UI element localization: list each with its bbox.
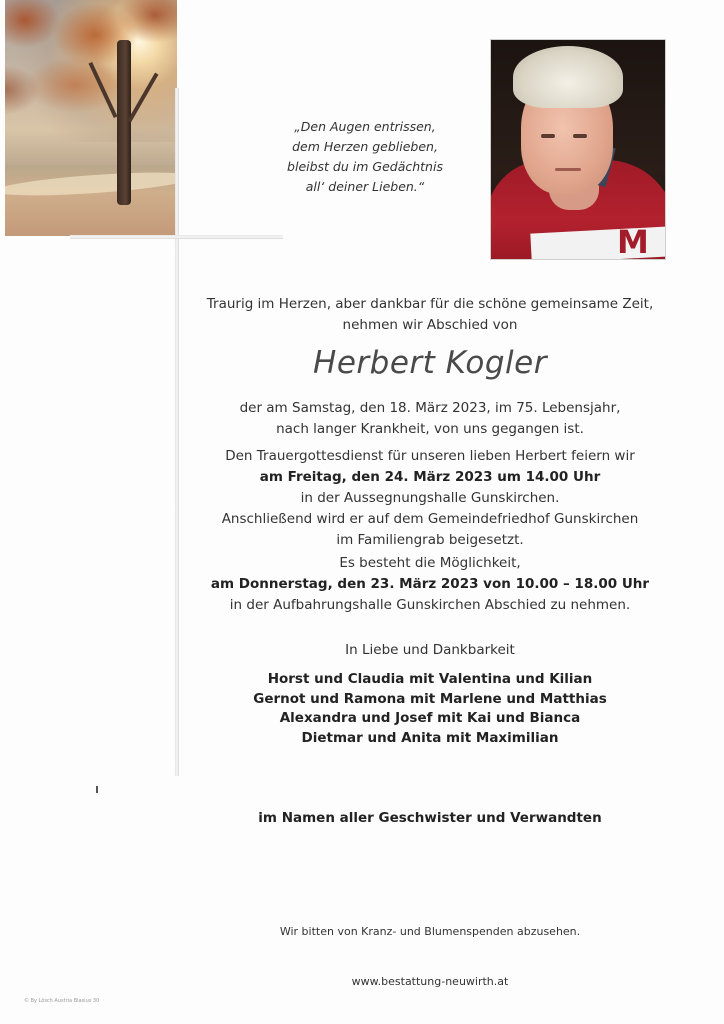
- scan-mark: [96, 786, 98, 793]
- service-line: in der Aussegnungshalle Gunskirchen.: [300, 490, 560, 506]
- viewing-line: Es besteht die Möglichkeit,: [339, 555, 521, 571]
- death-notice: [180, 398, 680, 440]
- quote-line: dem Herzen geblieben,: [292, 139, 438, 154]
- deceased-name: Herbert Kogler: [313, 345, 547, 381]
- death-notice-line: nach langer Krankheit, von uns gegangen ist.: [276, 421, 584, 437]
- family-members: [180, 670, 680, 748]
- funeral-service-info: [180, 446, 680, 551]
- intro-text: [180, 294, 680, 336]
- death-notice-line: der am Samstag, den 18. März 2023, im 75. Lebensjahr,: [239, 400, 621, 416]
- service-line: Anschließend wird er auf dem Gemeindefriedhof Gunskirchen: [221, 511, 639, 527]
- family-line: Dietmar und Anita mit Maximilian: [301, 729, 559, 746]
- service-date-time: am Freitag, den 24. März 2023 um 14.00 Uhr: [259, 469, 601, 485]
- family-line: Alexandra und Josef mit Kai und Bianca: [279, 710, 581, 726]
- family-line: Gernot und Ramona mit Marlene und Matthias: [253, 690, 607, 707]
- copyright-note: © By Lösch Austria Blasius 30: [24, 998, 100, 1004]
- cross-vertical-bar: [175, 88, 179, 776]
- memorial-quote: [270, 117, 460, 197]
- viewing-date-time: am Donnerstag, den 23. März 2023 von 10.00 – 18.00 Uhr: [210, 576, 650, 592]
- service-line: im Familiengrab beigesetzt.: [336, 532, 524, 548]
- closing-phrase: In Liebe und Dankbarkeit: [345, 642, 515, 658]
- quote-line: all‘ deiner Lieben.“: [305, 179, 425, 194]
- family-line: Horst und Claudia mit Valentina und Kilian: [267, 671, 593, 687]
- website-link[interactable]: www.bestattung-neuwirth.at: [351, 975, 509, 988]
- service-line: Den Trauergottesdienst für unseren lieben Herbert feiern wir: [225, 448, 635, 464]
- deceased-portrait-photo: M: [491, 40, 665, 259]
- quote-line: „Den Augen entrissen,: [294, 119, 436, 134]
- quote-line: bleibst du im Gedächtnis: [287, 159, 443, 174]
- intro-line: nehmen wir Abschied von: [342, 317, 518, 333]
- siblings-note: im Namen aller Geschwister und Verwandten: [258, 810, 602, 826]
- viewing-info: [180, 553, 680, 616]
- intro-line: Traurig im Herzen, aber dankbar für die schöne gemeinsame Zeit,: [206, 296, 654, 312]
- flower-request: Wir bitten von Kranz- und Blumenspenden abzusehen.: [279, 925, 581, 938]
- landscape-tree-image: [5, 0, 177, 236]
- viewing-line: in der Aufbahrungshalle Gunskirchen Abschied zu nehmen.: [229, 597, 631, 613]
- cross-horizontal-bar: [70, 235, 283, 239]
